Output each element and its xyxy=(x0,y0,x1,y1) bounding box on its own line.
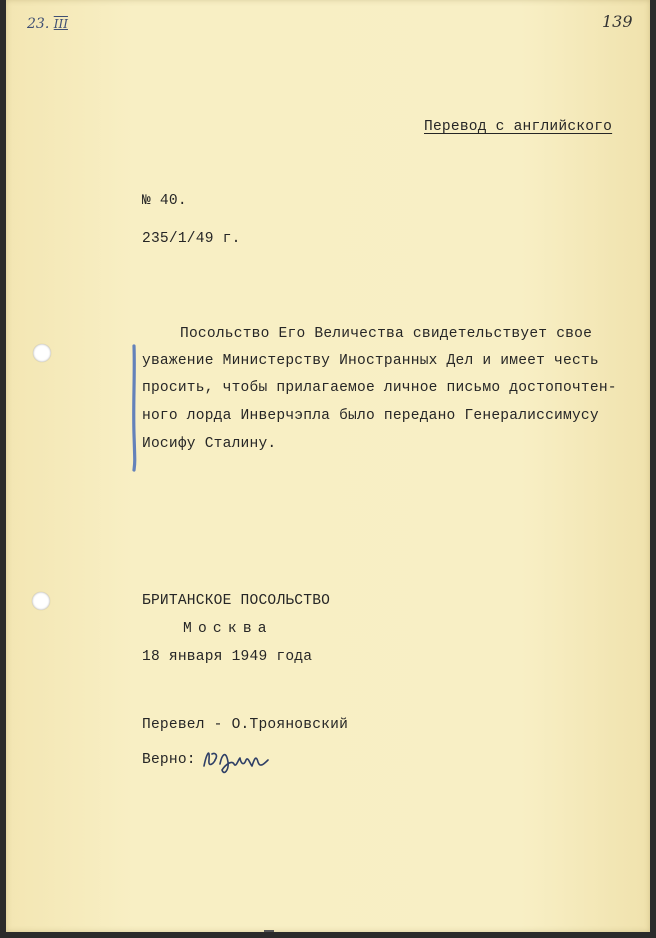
bottom-edge-mark xyxy=(264,924,274,932)
reference-number: 235/1/49 г. xyxy=(142,231,241,247)
translator-line: Перевел - О.Трояновский xyxy=(142,717,349,733)
body-line: Иосифу Сталину. xyxy=(142,436,277,452)
archive-mark xyxy=(27,16,68,32)
archive-mark-roman: III xyxy=(53,17,68,31)
punch-hole-bottom xyxy=(32,592,50,610)
body-line: уважение Министерству Иностранных Дел и имеет честь xyxy=(142,353,599,369)
page-number: 139 xyxy=(602,12,633,31)
body-line: просить, чтобы прилагаемое личное письмо достопочтен- xyxy=(142,380,617,396)
certified-label: Верно: xyxy=(142,752,196,768)
document-date: 18 января 1949 года xyxy=(142,649,313,665)
punch-hole-top xyxy=(33,344,51,362)
body-line: Посольство Его Величества свидетельствует свое xyxy=(180,326,593,342)
sender-city: Москва xyxy=(183,621,273,637)
archive-mark-number: 23. xyxy=(27,16,50,32)
note-number: № 40. xyxy=(142,193,187,209)
sender-name: БРИТАНСКОЕ ПОСОЛЬСТВО xyxy=(142,593,331,609)
blue-pencil-margin-mark xyxy=(131,344,137,472)
document-page xyxy=(6,0,650,932)
handwritten-signature xyxy=(200,742,274,778)
document-header: Перевод с английского xyxy=(424,119,613,135)
body-line: ного лорда Инверчэпла было передано Генералиссимусу xyxy=(142,408,599,424)
